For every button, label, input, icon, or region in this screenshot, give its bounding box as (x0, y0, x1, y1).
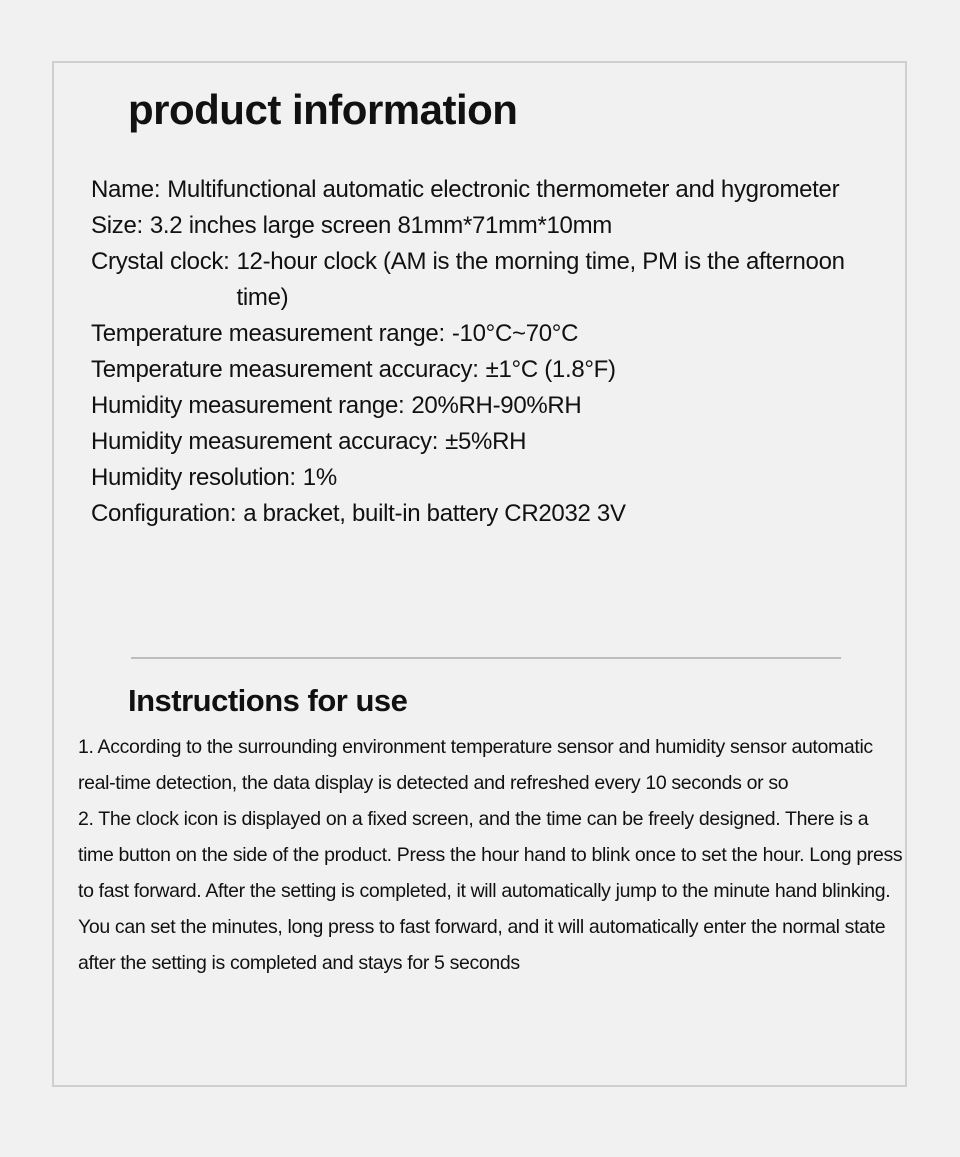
spec-value: Multifunctional automatic electronic thermometer and hygrometer (167, 176, 840, 203)
spec-label: Temperature measurement accuracy: (91, 356, 479, 383)
spec-row-size (91, 208, 847, 244)
spec-value: 12-hour clock (AM is the morning time, PM is the afternoon time) (236, 248, 845, 311)
spec-label: Crystal clock: (91, 248, 230, 275)
instruction-step: 2. The clock icon is displayed on a fixed screen, and the time can be freely designed. There is a time button on the side of the product. Press the hour hand to blink once to set the hour. Long press to fast forward. After the setting is completed, it will automatically jump to the minute hand blinking. You can set the minutes, long press to fast forward, and it will automatically enter the normal state after the setting is completed and stays for 5 seconds (78, 808, 903, 974)
spec-value: -10°C~70°C (451, 320, 579, 347)
spec-label: Humidity resolution: (91, 464, 296, 491)
spec-value: ±5%RH (445, 428, 527, 455)
spec-row-configuration (91, 496, 847, 532)
section-divider (131, 657, 841, 659)
instructions-title: Instructions for use (128, 683, 408, 718)
spec-value: 3.2 inches large screen 81mm*71mm*10mm (149, 212, 612, 239)
spec-row-humidity-resolution (91, 460, 847, 496)
spec-label: Configuration: (91, 500, 237, 527)
spec-label: Name: (91, 176, 161, 203)
spec-row-temperature-accuracy (91, 352, 847, 388)
spec-label: Humidity measurement accuracy: (91, 428, 439, 455)
product-info-title: product information (128, 86, 518, 133)
spec-label: Temperature measurement range: (91, 320, 445, 347)
instruction-step: 1. According to the surrounding environment temperature sensor and humidity sensor automatic real-time detection, the data display is detected and refreshed every 10 seconds or so (78, 736, 873, 794)
spec-label: Humidity measurement range: (91, 392, 405, 419)
spec-row-crystal-clock (91, 244, 847, 316)
spec-row-humidity-accuracy (91, 424, 847, 460)
spec-row-name (91, 172, 847, 208)
spec-value: 1% (302, 464, 337, 491)
spec-row-temperature-range (91, 316, 847, 352)
spec-value: ±1°C (1.8°F) (485, 356, 616, 383)
spec-list (91, 172, 847, 532)
spec-label: Size: (91, 212, 143, 239)
spec-row-humidity-range (91, 388, 847, 424)
spec-value: a bracket, built-in battery CR2032 3V (243, 500, 626, 527)
instructions-body (78, 729, 908, 981)
spec-value: 20%RH-90%RH (411, 392, 582, 419)
